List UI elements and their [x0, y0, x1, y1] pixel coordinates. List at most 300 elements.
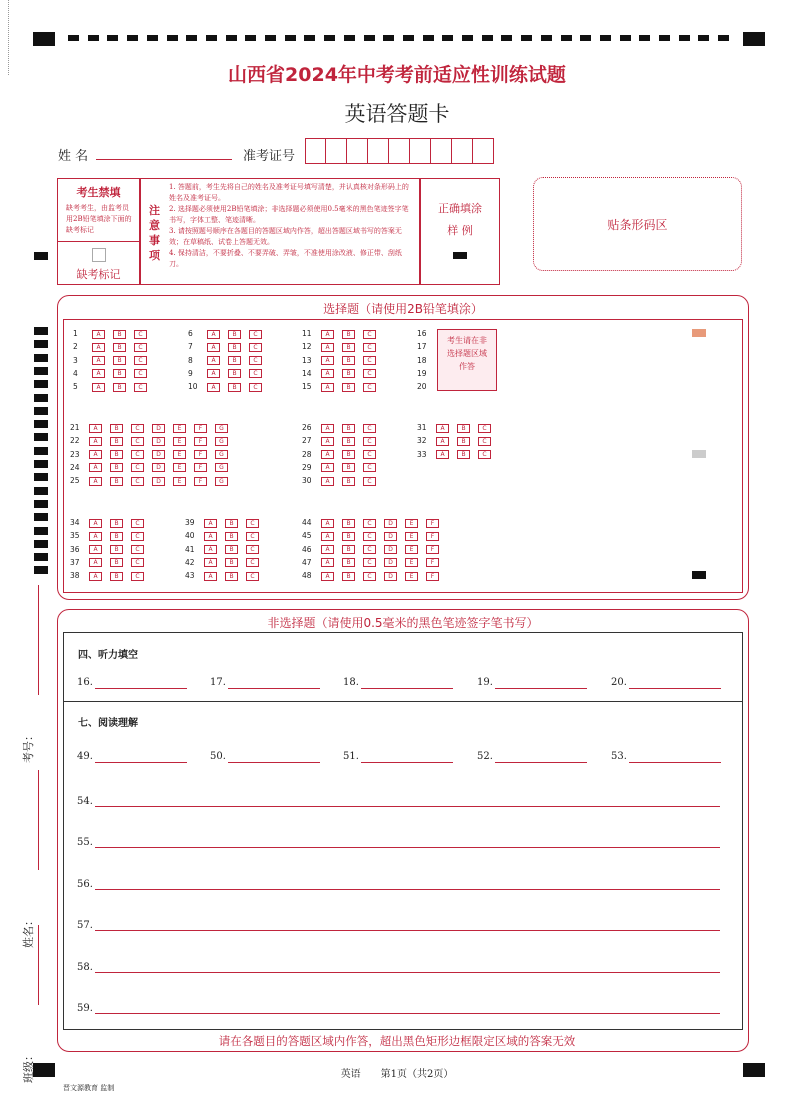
answer-bubble[interactable]: B	[457, 424, 470, 433]
answer-bubble[interactable]: F	[426, 532, 439, 541]
answer-bubble[interactable]: A	[89, 519, 102, 528]
answer-bubble[interactable]: E	[173, 424, 186, 433]
answer-bubble[interactable]: D	[384, 572, 397, 581]
answer-bubble[interactable]: C	[363, 572, 376, 581]
answer-bubble[interactable]: A	[321, 437, 334, 446]
answer-line[interactable]	[95, 847, 720, 848]
answer-bubble[interactable]: A	[89, 572, 102, 581]
answer-bubble[interactable]: C	[131, 545, 144, 554]
answer-bubble[interactable]: A	[321, 463, 334, 472]
answer-bubble[interactable]: A	[321, 330, 334, 339]
answer-bubble[interactable]: F	[426, 572, 439, 581]
timing-mark	[679, 35, 690, 41]
answer-bubble[interactable]: A	[321, 572, 334, 581]
question-number: 47	[302, 557, 312, 567]
blank-number: 52.	[477, 751, 493, 762]
answer-bubble[interactable]: C	[363, 558, 376, 567]
answer-bubble[interactable]: C	[131, 437, 144, 446]
absent-box	[57, 178, 140, 285]
question-row	[302, 543, 447, 556]
timing-mark	[304, 35, 315, 41]
answer-bubble[interactable]: C	[131, 558, 144, 567]
sidebar-line	[38, 925, 39, 1005]
blank-number: 57.	[77, 920, 93, 932]
id-digit-box[interactable]	[473, 138, 494, 164]
question-row	[185, 529, 267, 542]
nonchoice-footer-note: 请在各题目的答题区域内作答，超出黑色矩形边框限定区域的答案无效	[218, 1034, 576, 1048]
name-field[interactable]	[96, 159, 232, 160]
question-row	[70, 421, 236, 434]
question-number: 39	[185, 518, 195, 527]
question-row	[185, 543, 267, 556]
sidebar-line	[38, 585, 39, 695]
answer-bubble[interactable]: G	[215, 477, 228, 486]
timing-mark	[462, 35, 473, 41]
question-number: 21	[70, 423, 80, 432]
answer-bubble[interactable]: C	[363, 383, 376, 392]
question-row	[417, 448, 499, 461]
answer-bubble[interactable]: B	[228, 369, 241, 378]
answer-bubble[interactable]: D	[152, 450, 165, 459]
answer-bubble[interactable]: B	[342, 477, 355, 486]
answer-bubble[interactable]: C	[363, 532, 376, 541]
answer-line[interactable]	[629, 688, 721, 689]
answer-bubble[interactable]: A	[92, 356, 105, 365]
answer-bubble[interactable]: A	[207, 343, 220, 352]
publisher: 晋文源教育 监制	[63, 1084, 115, 1092]
timing-mark	[580, 35, 591, 41]
answer-bubble[interactable]: G	[215, 450, 228, 459]
answer-bubble[interactable]: A	[436, 437, 449, 446]
timing-mark	[68, 35, 79, 41]
answer-bubble[interactable]: B	[342, 369, 355, 378]
question-row	[302, 529, 447, 542]
no-choice-note-box	[437, 329, 497, 391]
timing-mark	[127, 35, 138, 41]
answer-bubble[interactable]: A	[89, 477, 102, 486]
answer-bubble[interactable]: A	[321, 545, 334, 554]
question-row	[302, 461, 384, 474]
answer-bubble[interactable]: C	[249, 383, 262, 392]
blank-number: 17.	[210, 677, 226, 688]
question-number: 44	[302, 518, 312, 527]
answer-bubble[interactable]: C	[363, 477, 376, 486]
sample-subtitle: 样 例	[447, 224, 473, 237]
answer-bubble[interactable]: B	[113, 369, 126, 378]
absent-mark-label: 缺考标记	[76, 268, 121, 281]
answer-bubble[interactable]: A	[204, 545, 217, 554]
timing-mark	[34, 540, 48, 548]
answer-bubble[interactable]: C	[363, 424, 376, 433]
timing-mark	[107, 35, 118, 41]
answer-bubble[interactable]: B	[110, 477, 123, 486]
answer-bubble[interactable]: C	[363, 450, 376, 459]
answer-bubble[interactable]: F	[426, 519, 439, 528]
color-mark-1	[692, 329, 706, 337]
answer-bubble[interactable]: C	[134, 369, 147, 378]
answer-bubble[interactable]: G	[215, 424, 228, 433]
answer-line[interactable]	[95, 688, 187, 689]
blank-number: 53.	[611, 751, 627, 762]
answer-bubble[interactable]: B	[110, 463, 123, 472]
answer-bubble[interactable]: E	[405, 545, 418, 554]
answer-bubble[interactable]: D	[152, 477, 165, 486]
answer-bubble[interactable]: B	[342, 450, 355, 459]
timing-mark	[34, 380, 48, 388]
answer-bubble[interactable]: E	[405, 558, 418, 567]
answer-bubble[interactable]: C	[363, 519, 376, 528]
answer-line[interactable]	[361, 762, 453, 763]
question-row	[302, 327, 384, 340]
question-number: 4	[73, 368, 78, 378]
answer-bubble[interactable]: C	[246, 532, 259, 541]
answer-line[interactable]	[95, 806, 720, 807]
answer-bubble[interactable]: C	[478, 437, 491, 446]
answer-bubble[interactable]: E	[173, 477, 186, 486]
question-row	[185, 516, 267, 529]
answer-bubble[interactable]: F	[426, 558, 439, 567]
answer-bubble[interactable]: C	[363, 545, 376, 554]
question-row	[302, 474, 384, 487]
answer-bubble[interactable]: B	[113, 343, 126, 352]
color-mark-3	[692, 571, 706, 579]
choice-title: 选择题（请使用2B铅笔填涂）	[323, 302, 483, 316]
answer-bubble[interactable]: B	[342, 572, 355, 581]
question-row	[70, 529, 152, 542]
answer-bubble[interactable]: D	[152, 463, 165, 472]
answer-bubble[interactable]: B	[342, 519, 355, 528]
answer-bubble[interactable]: F	[426, 545, 439, 554]
reading-heading: 七、阅读理解	[78, 718, 138, 729]
answer-line[interactable]	[361, 688, 453, 689]
answer-bubble[interactable]: D	[152, 437, 165, 446]
answer-bubble[interactable]: C	[363, 369, 376, 378]
id-number-boxes[interactable]	[305, 138, 494, 164]
answer-bubble[interactable]: A	[89, 545, 102, 554]
answer-bubble[interactable]: B	[225, 519, 238, 528]
id-digit-box[interactable]	[452, 138, 473, 164]
answer-bubble[interactable]: C	[134, 383, 147, 392]
answer-bubble[interactable]: B	[110, 532, 123, 541]
answer-bubble[interactable]: A	[92, 383, 105, 392]
answer-bubble[interactable]: C	[363, 356, 376, 365]
answer-bubble[interactable]: G	[215, 437, 228, 446]
answer-bubble[interactable]: B	[225, 572, 238, 581]
question-number: 28	[302, 449, 312, 459]
answer-bubble[interactable]: A	[89, 558, 102, 567]
blank-number: 58.	[77, 961, 93, 973]
id-digit-box[interactable]	[305, 138, 326, 164]
id-digit-box[interactable]	[368, 138, 389, 164]
question-row	[73, 327, 155, 340]
answer-bubble[interactable]: A	[321, 343, 334, 352]
answer-bubble[interactable]: A	[92, 369, 105, 378]
answer-bubble[interactable]: B	[110, 437, 123, 446]
answer-bubble[interactable]: A	[321, 532, 334, 541]
question-number: 25	[70, 476, 80, 486]
answer-bubble[interactable]: E	[405, 572, 418, 581]
question-number: 18	[417, 355, 427, 365]
answer-bubble[interactable]: B	[113, 383, 126, 392]
id-digit-box[interactable]	[347, 138, 368, 164]
answer-bubble[interactable]: E	[405, 519, 418, 528]
answer-sheet-page: 山西省2024年中考考前适应性训练试题 英语答题卡 姓 名 准考证号 考生禁填 缺考考生，由监考员用2B铅笔填涂下面的缺考标记 缺考标记 注意事项 1. 答题前，考生先将自己的姓名及准考证号填写清楚，并认真核对条形码上的姓名及准考证号。 2. 选择题必须使用2B铅笔填涂；非选择题必须使用0.5毫米的黑色笔迹签字笔书写，字体工整、笔迹清晰。 3. 请按照题号顺序在各题目的答题区域内作答，超出答题区域书写的答案无效；在草稿纸、试卷上答题无效。 4. 保持清洁，不要折叠、不要弄破、弄皱，不准使用涂改液、修正带、刮纸刀。 正确填涂 样 例 贴条形码区 选择题（请使用2B铅笔填涂） 考生请在非选择题区域作答 1 A B C 2 A B C 3 A B C 4 A B C 5 A B C 6 A B C 7 A B C 8 A B C 9 A B C 10 A B C 11 A B C 12 A B C 13 A B C 14 A B C 15 A B C 16 17 18 19 20 21 A B C D E F G 22 A B C D E F G 23 A B C D E F G 24 A B C D E F G 25 A B C D E F G 26 A B C 27 A B C 28 A B C 29 A B C 30 A B C 31 A B C 32 A B C 33 A B C 34 A B C 35 A B C 36 A B C 37 A B C 38 A B C 39 A B C 40 A B C 41 A B C 42 A B C 43 A B C 44 A B C D E F 45 A B C D E F 46 A B C D E F 47 A B C D E F 48 A B C D E F 非选择题（请使用0.5毫米的黑色笔迹签字笔书写） 四、听力填空 16. 17. 18. 19. 20. 七、阅读理解 49. 50. 51. 52. 53. 54. 55. 56. 57. 58. 59. 请在各题目的答题区域内作答，超出黑色矩形边框限定区域的答案无效 考号： 姓名： 班级： 英语 第1页（共2页） 晋文源教育 监制	[0, 0, 794, 1108]
answer-bubble[interactable]: D	[384, 558, 397, 567]
answer-bubble[interactable]: A	[321, 424, 334, 433]
notice-item: 4. 保持清洁，不要折叠、不要弄破、弄皱，不准使用涂改液、修正带、刮纸刀。	[169, 249, 402, 268]
question-row	[302, 340, 384, 353]
question-row	[302, 569, 447, 582]
question-row	[188, 327, 270, 340]
page-subtitle: 英语答题卡	[344, 102, 450, 126]
question-row	[70, 461, 236, 474]
answer-bubble[interactable]: C	[478, 450, 491, 459]
answer-bubble[interactable]: B	[342, 463, 355, 472]
question-row	[70, 543, 152, 556]
answer-bubble[interactable]: B	[110, 424, 123, 433]
question-number: 46	[302, 544, 312, 554]
answer-bubble[interactable]: B	[110, 519, 123, 528]
answer-bubble[interactable]: A	[204, 558, 217, 567]
question-row	[302, 434, 384, 447]
answer-bubble[interactable]: B	[228, 343, 241, 352]
answer-bubble[interactable]: A	[207, 383, 220, 392]
answer-bubble[interactable]: B	[342, 383, 355, 392]
timing-mark	[186, 35, 197, 41]
answer-bubble[interactable]: C	[246, 572, 259, 581]
answer-bubble[interactable]: B	[342, 343, 355, 352]
sample-filled-mark	[453, 252, 467, 259]
answer-bubble[interactable]: C	[478, 424, 491, 433]
listening-heading: 四、听力填空	[78, 650, 138, 661]
answer-bubble[interactable]: C	[249, 369, 262, 378]
answer-bubble[interactable]: A	[321, 369, 334, 378]
answer-bubble[interactable]: D	[152, 424, 165, 433]
timing-mark	[34, 394, 48, 402]
answer-bubble[interactable]: A	[207, 330, 220, 339]
answer-bubble[interactable]: F	[194, 437, 207, 446]
answer-bubble[interactable]: B	[113, 330, 126, 339]
answer-line[interactable]	[95, 1013, 720, 1014]
question-row	[302, 354, 384, 367]
timing-mark	[88, 35, 99, 41]
question-row	[302, 421, 384, 434]
question-number: 36	[70, 544, 80, 554]
answer-bubble[interactable]: C	[246, 519, 259, 528]
answer-bubble[interactable]: A	[321, 356, 334, 365]
question-number: 10	[188, 382, 198, 392]
answer-bubble[interactable]: B	[228, 383, 241, 392]
answer-bubble[interactable]: A	[92, 330, 105, 339]
answer-line[interactable]	[95, 889, 720, 890]
answer-bubble[interactable]: C	[363, 463, 376, 472]
question-number: 6	[188, 329, 193, 338]
timing-mark-side	[34, 252, 48, 260]
answer-bubble[interactable]: B	[228, 330, 241, 339]
answer-bubble[interactable]: B	[342, 545, 355, 554]
answer-bubble[interactable]: B	[457, 437, 470, 446]
answer-bubble[interactable]: C	[363, 330, 376, 339]
id-label: 准考证号	[243, 149, 296, 164]
answer-line[interactable]	[629, 762, 721, 763]
sample-title: 正确填涂	[438, 202, 482, 215]
no-choice-note: 考生请在非选择题区域作答	[447, 336, 487, 371]
answer-bubble[interactable]: E	[405, 532, 418, 541]
answer-line[interactable]	[95, 762, 187, 763]
answer-bubble[interactable]: C	[131, 450, 144, 459]
answer-bubble[interactable]: A	[89, 463, 102, 472]
blank-number: 51.	[343, 751, 359, 762]
timing-mark	[34, 553, 48, 561]
timing-mark	[718, 35, 729, 41]
answer-bubble[interactable]: A	[321, 558, 334, 567]
answer-bubble[interactable]: A	[89, 450, 102, 459]
answer-bubble[interactable]: C	[131, 572, 144, 581]
id-digit-box[interactable]	[431, 138, 452, 164]
nonchoice-title: 非选择题（请使用0.5毫米的黑色笔迹签字笔书写）	[267, 616, 539, 630]
question-number: 33	[417, 449, 427, 459]
answer-bubble[interactable]: B	[110, 572, 123, 581]
question-number: 8	[188, 355, 193, 365]
timing-mark	[600, 35, 611, 41]
question-row	[185, 569, 267, 582]
answer-line[interactable]	[95, 972, 720, 973]
answer-bubble[interactable]: B	[457, 450, 470, 459]
answer-bubble[interactable]: E	[173, 463, 186, 472]
answer-bubble[interactable]: C	[246, 558, 259, 567]
timing-mark	[698, 35, 709, 41]
answer-line[interactable]	[495, 688, 587, 689]
timing-mark	[34, 460, 48, 468]
question-row	[70, 516, 152, 529]
answer-bubble[interactable]: C	[363, 437, 376, 446]
absent-checkbox[interactable]	[92, 248, 106, 262]
timing-mark	[34, 500, 48, 508]
answer-bubble[interactable]: A	[436, 450, 449, 459]
question-row	[302, 367, 384, 380]
answer-bubble[interactable]: A	[321, 450, 334, 459]
answer-bubble[interactable]: D	[384, 532, 397, 541]
answer-bubble[interactable]: G	[215, 463, 228, 472]
answer-line[interactable]	[228, 688, 320, 689]
answer-bubble[interactable]: C	[131, 477, 144, 486]
question-row	[73, 367, 155, 380]
answer-bubble[interactable]: F	[194, 450, 207, 459]
question-number: 3	[73, 355, 78, 365]
answer-bubble[interactable]: B	[342, 356, 355, 365]
answer-bubble[interactable]: B	[342, 558, 355, 567]
answer-bubble[interactable]: B	[342, 437, 355, 446]
answer-bubble[interactable]: B	[228, 356, 241, 365]
answer-bubble[interactable]: A	[89, 437, 102, 446]
question-number: 12	[302, 342, 312, 352]
answer-bubble[interactable]: C	[131, 424, 144, 433]
answer-bubble[interactable]: B	[113, 356, 126, 365]
answer-bubble[interactable]: A	[89, 424, 102, 433]
id-digit-box[interactable]	[389, 138, 410, 164]
answer-bubble[interactable]: F	[194, 463, 207, 472]
answer-bubble[interactable]: A	[89, 532, 102, 541]
answer-bubble[interactable]: E	[173, 437, 186, 446]
answer-bubble[interactable]: C	[134, 330, 147, 339]
answer-bubble[interactable]: A	[204, 519, 217, 528]
answer-bubble[interactable]: B	[225, 558, 238, 567]
answer-bubble[interactable]: F	[194, 477, 207, 486]
answer-bubble[interactable]: A	[207, 356, 220, 365]
answer-bubble[interactable]: B	[225, 545, 238, 554]
answer-bubble[interactable]: B	[342, 424, 355, 433]
answer-bubble[interactable]: C	[246, 545, 259, 554]
answer-bubble[interactable]: A	[321, 477, 334, 486]
answer-bubble[interactable]: B	[342, 330, 355, 339]
corner-mark-top-right	[743, 32, 765, 46]
question-number: 35	[70, 531, 80, 541]
answer-bubble[interactable]: A	[92, 343, 105, 352]
answer-bubble[interactable]: B	[342, 532, 355, 541]
answer-bubble[interactable]: C	[134, 343, 147, 352]
answer-bubble[interactable]: B	[110, 545, 123, 554]
answer-bubble[interactable]: E	[173, 450, 186, 459]
answer-line[interactable]	[228, 762, 320, 763]
divider	[63, 701, 743, 702]
answer-bubble[interactable]: A	[204, 572, 217, 581]
question-number: 22	[70, 436, 80, 446]
timing-mark	[245, 35, 256, 41]
answer-bubble[interactable]: C	[131, 532, 144, 541]
id-digit-box[interactable]	[326, 138, 347, 164]
answer-bubble[interactable]: C	[249, 330, 262, 339]
blank-number: 49.	[77, 751, 93, 762]
answer-bubble[interactable]: B	[110, 558, 123, 567]
answer-bubble[interactable]: C	[131, 463, 144, 472]
question-row	[185, 556, 267, 569]
answer-bubble[interactable]: C	[363, 343, 376, 352]
answer-bubble[interactable]: A	[321, 383, 334, 392]
timing-mark	[482, 35, 493, 41]
answer-bubble[interactable]: D	[384, 519, 397, 528]
answer-bubble[interactable]: B	[225, 532, 238, 541]
blank-number: 59.	[77, 1003, 93, 1014]
timing-mark	[34, 513, 48, 521]
question-number: 26	[302, 423, 312, 432]
question-row	[188, 340, 270, 353]
answer-bubble[interactable]: C	[249, 343, 262, 352]
answer-bubble[interactable]: C	[249, 356, 262, 365]
question-number: 34	[70, 518, 80, 527]
question-row	[302, 556, 447, 569]
answer-bubble[interactable]: D	[384, 545, 397, 554]
answer-bubble[interactable]: F	[194, 424, 207, 433]
question-number: 14	[302, 368, 312, 378]
question-number: 29	[302, 462, 312, 472]
answer-bubble[interactable]: A	[207, 369, 220, 378]
answer-bubble[interactable]: A	[436, 424, 449, 433]
question-row	[70, 569, 152, 582]
question-number: 32	[417, 436, 427, 446]
answer-bubble[interactable]: B	[110, 450, 123, 459]
answer-line[interactable]	[95, 930, 720, 931]
answer-bubble[interactable]: A	[204, 532, 217, 541]
answer-line[interactable]	[495, 762, 587, 763]
answer-bubble[interactable]: C	[134, 356, 147, 365]
answer-bubble[interactable]: C	[131, 519, 144, 528]
absent-text: 缺考考生，由监考员用2B铅笔填涂下面的缺考标记	[66, 204, 132, 234]
id-digit-box[interactable]	[410, 138, 431, 164]
answer-bubble[interactable]: A	[321, 519, 334, 528]
question-number: 2	[73, 342, 78, 352]
timing-mark	[34, 473, 48, 481]
question-number: 7	[188, 342, 193, 352]
